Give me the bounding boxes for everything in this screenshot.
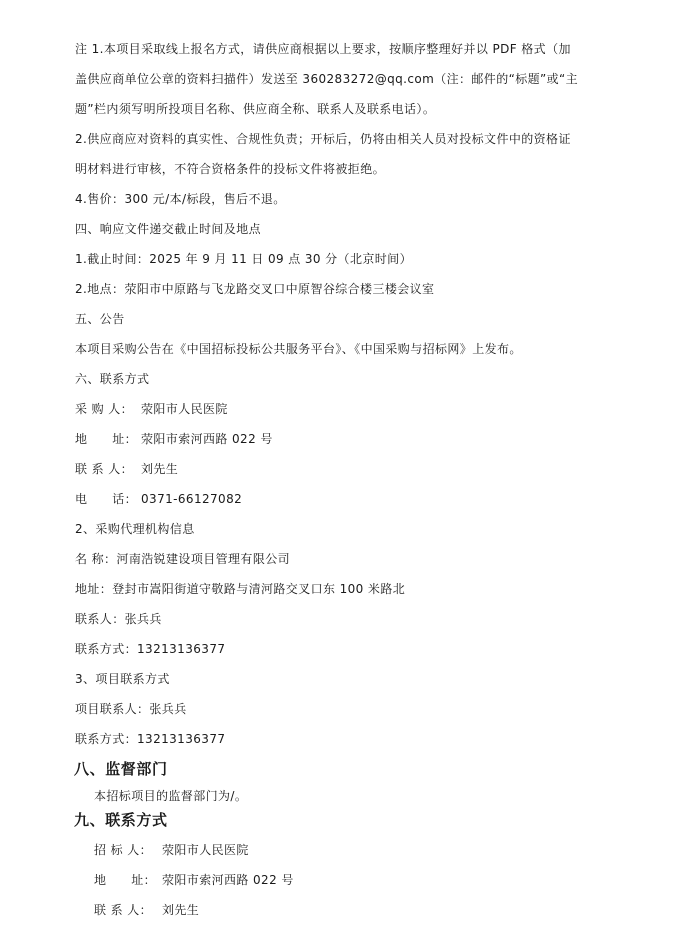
note-line-3: 题”栏内须写明所投项目名称、供应商全称、联系人及联系电话）。 xyxy=(75,102,436,116)
purchaser-row xyxy=(75,401,228,417)
deadline-text: 1.截止时间：2025 年 9 月 11 日 09 点 30 分（北京时间） xyxy=(75,252,412,266)
agency-name: 名 称：河南浩锐建设项目管理有限公司 xyxy=(75,552,291,566)
announcement-text: 本项目采购公告在《中国招标投标公共服务平台》、《中国采购与招标网》上发布。 xyxy=(75,342,522,356)
tenderer-contact-label: 联 系 人： xyxy=(94,903,153,917)
address-value: 荥阳市索河西路 022 号 xyxy=(141,432,273,446)
note-line-2: 盖供应商单位公章的资料扫描件）发送至 360283272@qq.com（注：邮件的“标题”或“主 xyxy=(75,72,579,86)
location-text: 2.地点：荥阳市中原路与飞龙路交叉口中原智谷综合楼三楼会议室 xyxy=(75,282,435,296)
tenderer-contact-row xyxy=(94,902,199,918)
agency-phone: 联系方式：13213136377 xyxy=(75,642,226,656)
phone-value: 0371-66127082 xyxy=(141,492,243,506)
tenderer-contact-value: 刘先生 xyxy=(162,903,200,917)
supervision-text: 本招标项目的监督部门为/。 xyxy=(94,789,248,803)
tenderer-address-label: 地 址： xyxy=(94,873,157,887)
tenderer-address-row xyxy=(94,872,294,888)
agency-title: 2、采购代理机构信息 xyxy=(75,522,195,536)
tenderer-value: 荥阳市人民医院 xyxy=(162,843,249,857)
address-row xyxy=(75,431,273,447)
phone-row xyxy=(75,491,242,507)
agency-address: 地址：登封市嵩阳街道守敬路与清河路交叉口东 100 米路北 xyxy=(75,582,406,596)
phone-label: 电 话： xyxy=(75,492,138,506)
address-label: 地 址： xyxy=(75,432,138,446)
project-contact-phone: 联系方式：13213136377 xyxy=(75,732,226,746)
section-5-title: 五、公告 xyxy=(75,312,125,326)
item-2-line-1: 2.供应商应对资料的真实性、合规性负责；开标后，仍将由相关人员对投标文件中的资格证 xyxy=(75,132,571,146)
tenderer-label: 招 标 人： xyxy=(94,843,153,857)
section-4-title: 四、响应文件递交截止时间及地点 xyxy=(75,222,262,236)
project-contact-person: 项目联系人：张兵兵 xyxy=(75,702,187,716)
contact-label: 联 系 人： xyxy=(75,462,134,476)
agency-contact: 联系人：张兵兵 xyxy=(75,612,162,626)
tenderer-row xyxy=(94,842,249,858)
section-8-title: 八、监督部门 xyxy=(74,760,168,778)
item-2-line-2: 明材料进行审核，不符合资格条件的投标文件将被拒绝。 xyxy=(75,162,386,176)
note-line-1: 注 1.本项目采取线上报名方式，请供应商根据以上要求，按顺序整理好并以 PDF 格式（加 xyxy=(75,42,571,56)
contact-row xyxy=(75,461,178,477)
tenderer-address-value: 荥阳市索河西路 022 号 xyxy=(162,873,294,887)
purchaser-label: 采 购 人： xyxy=(75,402,134,416)
project-contact-title: 3、项目联系方式 xyxy=(75,672,170,686)
section-9-title: 九、联系方式 xyxy=(74,811,168,829)
contact-value: 刘先生 xyxy=(141,462,179,476)
section-6-title: 六、联系方式 xyxy=(75,372,150,386)
item-4-price: 4.售价：300 元/本/标段，售后不退。 xyxy=(75,192,286,206)
purchaser-value: 荥阳市人民医院 xyxy=(141,402,228,416)
